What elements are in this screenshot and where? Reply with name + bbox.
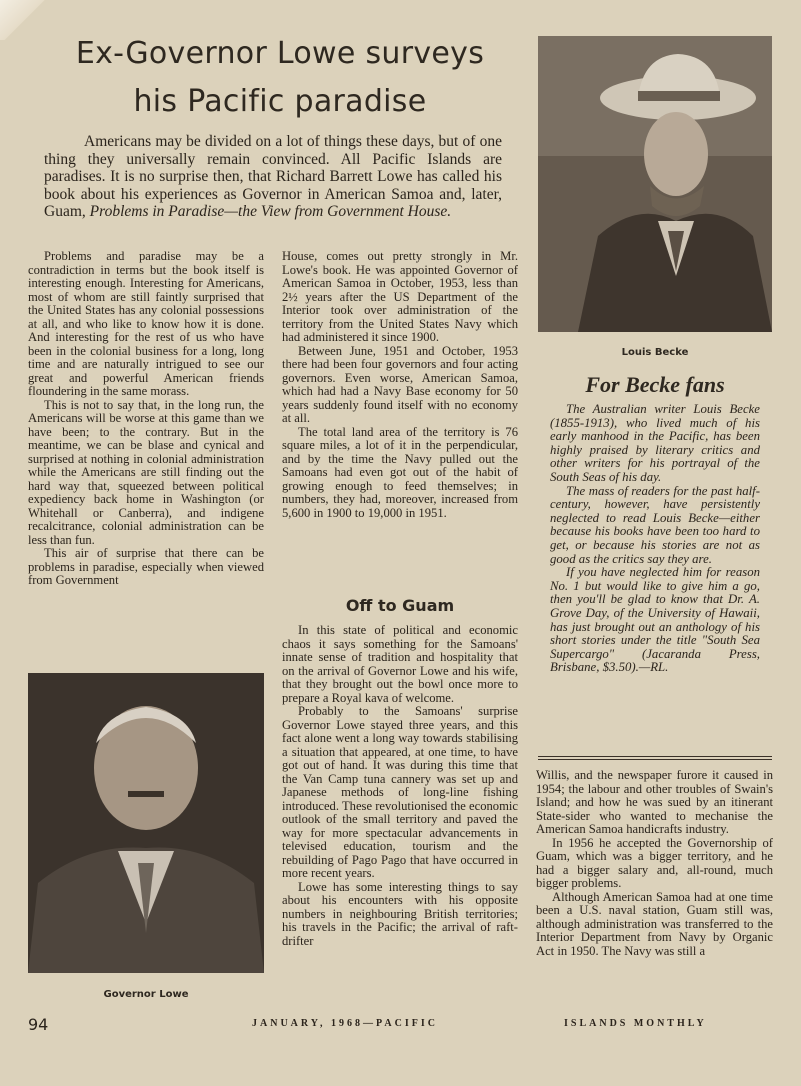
lowe-portrait-illustration — [28, 673, 264, 973]
paragraph: Probably to the Samoans' surprise Governor Lowe stayed three years, and this fact alone went a long way towards stabilising a situation that appeared, at one time, to have got out of hand. It was during this time that the Van Camp tuna cannery was set up and Japanese methods of long-line fishing introduced. These revolutionised the economic outlook of the small territory and paved the way for more spectacular advancements in televised education, tourism and the rebuilding of Pago Pago that have occurred in more recent years. — [282, 704, 518, 880]
sidebar-becke-fans — [550, 403, 760, 675]
paragraph: Between June, 1951 and October, 1953 there had been four governors and four acting governors. Even worse, American Samoa, which had had a Navy Base economy for 50 years suddenly found itself with no economy at all. — [282, 343, 518, 425]
sidebar-title: For Becke fans — [585, 372, 725, 397]
book-title: Problems in Paradise—the View from Government House. — [89, 203, 452, 220]
paragraph: Although American Samoa had at one time been a U.S. naval station, Guam still was, although administration was transferred to the Interior Department from Navy by Organic Act in 1950. The Navy was still a — [536, 889, 773, 958]
column-3 — [536, 769, 773, 958]
paragraph: Lowe has some interesting things to say about his encounters with his opposite numbers in neighbouring British territories; his travels in the Pacific; the arrival of raft-drifter — [282, 879, 518, 948]
paragraph: The total land area of the territory is 76 square miles, a lot of it in the perpendicular, and by the time the Navy pulled out the Samoans had even got out of the habit of growing enough to feed themselves; in numbers, they had, moreover, increased from 5,600 in 1900 to 19,000 in 1951. — [282, 424, 518, 520]
paragraph: The mass of readers for the past half-century, however, have persistently neglected to read Louis Becke—either because his books have been too hard to get, or because his stories are not as good as the critics say they are. — [550, 483, 760, 566]
paragraph: Willis, and the newspaper furore it caused in 1954; the labour and other troubles of Swain's Island; and how he was sued by an itinerant State-sider who wanted to mechanise the American Samoa handicrafts industry. — [536, 768, 773, 836]
title-line-1: Ex-Governor Lowe surveys — [75, 36, 485, 71]
paragraph: If you have neglected him for reason No. 1 but would like to give him a go, then you'll be glad to know that Dr. A. Grove Day, of the University of Hawaii, has just brought out an anthology of his short stories under the title "South Sea Supercargo" (Jacaranda Press, Brisbane, $3.50).—RL. — [550, 565, 760, 675]
paragraph: This is not to say that, in the long run, the Americans will be worse at this game than we have been; to the contrary. But in the meantime, we can be blase and cynical and surprised at nothing in colonial administration while the Americans are still finding out the hard way that, squeezed between political expediency back home in Washington (or Whitehall or Canberra), and indigene recalcitrance, colonial administration can be less than fun. — [28, 397, 264, 547]
intro-text: Americans may be divided on a lot of things these days, but of one thing they universally remain convinced. All Pacific Islands are paradises. It is no surprise then, that Richard Barrett Lowe has called his book about his experiences as Governor in American Samoa and, later, Guam, — [44, 133, 502, 220]
becke-caption: Louis Becke — [621, 347, 689, 358]
title-line-2: his Pacific paradise — [133, 84, 427, 119]
article-title — [40, 30, 520, 126]
becke-portrait-illustration — [538, 36, 772, 332]
governor-lowe-photo — [28, 673, 264, 973]
subheading-off-to-guam: Off to Guam — [345, 596, 455, 615]
column-2-continued — [282, 624, 518, 948]
article-intro — [44, 133, 502, 221]
paragraph: Problems and paradise may be a contradiction in terms but the book itself is interesting enough. Interesting for Americans, most of whom are still faintly surprised that the United States has any colonial possessions at all, and who like to know how it is done. And interesting for the rest of us who have been in the colonial business for a long, long time and are naturally intrigued to see our great and powerful American friends floundering in the same morass. — [28, 249, 264, 398]
sidebar-divider — [538, 756, 772, 760]
footer-publication: ISLANDS MONTHLY — [564, 1018, 707, 1029]
paragraph: The Australian writer Louis Becke (1855-1913), who lived much of his early manhood in the Pacific, has been highly praised by literary critics and other writers for his portrayal of the South Seas of his day. — [550, 402, 760, 484]
column-2 — [282, 250, 518, 520]
paragraph: In 1956 he accepted the Governorship of Guam, which was a bigger territory, and he had a bigger salary and, all-round, much bigger problems. — [536, 835, 773, 890]
page-number: 94 — [28, 1015, 49, 1034]
paragraph: House, comes out pretty strongly in Mr. Lowe's book. He was appointed Governor of American Samoa in October, 1953, less than 2½ years after the US Department of the Interior took over administration of the territory from the United States Navy which had administered it since 1900. — [282, 249, 518, 344]
footer-date-title: JANUARY, 1968—PACIFIC — [252, 1018, 438, 1029]
paragraph: This air of surprise that there can be problems in paradise, especially when viewed from Government — [28, 546, 264, 587]
louis-becke-photo — [538, 36, 772, 332]
column-1 — [28, 250, 264, 588]
paragraph: In this state of political and economic chaos it says something for the Samoans' innate sense of tradition and hospitality that on the arrival of Governor Lowe and his wife, that they brought out the bowl once more to prepare a Royal kava of welcome. — [282, 623, 518, 705]
lowe-caption: Governor Lowe — [103, 989, 189, 1000]
